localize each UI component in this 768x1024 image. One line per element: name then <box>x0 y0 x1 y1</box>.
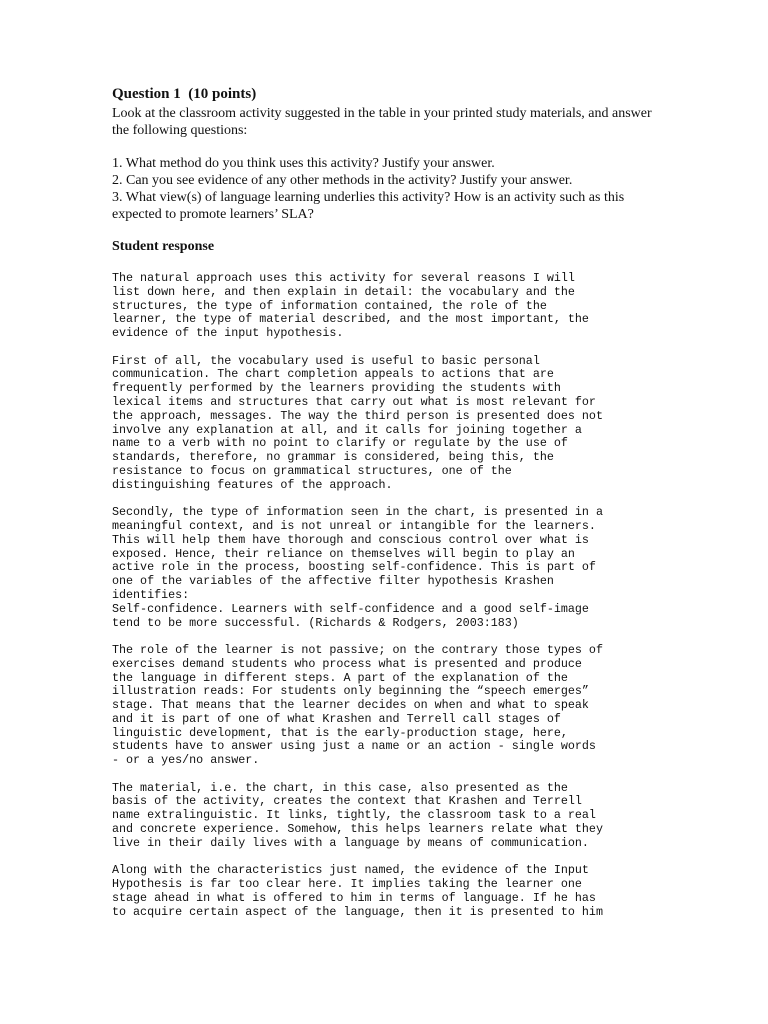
response-body <box>112 272 672 933</box>
response-paragraph: The natural approach uses this activity for several reasons I will list down here, and then explain in detail: the vocabulary and the structures, the type of information contained, the role of the learner, the type of material described, and the most important, the evidence of the input hypothesis. <box>112 271 589 341</box>
question-list <box>112 155 672 223</box>
question-title: Question 1 (10 points) <box>112 86 257 102</box>
question-item-2: 2. Can you see evidence of any other methods in the activity? Justify your answer. <box>112 173 573 188</box>
response-paragraph: The role of the learner is not passive; on the contrary those types of exercises demand students who process what is presented and produce the language in different steps. A part of the explanation of the illustration reads: For students only beginning the “speech emerges” stage. That means that the learner decides on when and what to speak and it is part of one of what Krashen and Terrell call stages of linguistic development, that is the early-production stage, here, students have to answer using just a name or an action - single words - or a yes/no answer. <box>112 642 603 768</box>
response-heading: Student response <box>112 239 215 254</box>
question-item-1: 1. What method do you think uses this activity? Justify your answer. <box>112 156 495 171</box>
question-item-3: 3. What view(s) of language learning underlies this activity? How is an activity such as this expected to promote learners’ SLA? <box>112 190 625 222</box>
response-paragraph: Along with the characteristics just named, the evidence of the Input Hypothesis is far too clear here. It implies taking the learner one stage ahead in what is offered to him in terms of language. If he has to acquire certain aspect of the language, then it is presented to him <box>112 863 603 919</box>
response-paragraph: First of all, the vocabulary used is useful to basic personal communication. The chart completion appeals to actions that are frequently performed by the learners providing the students with lexical items and structures that carry out what is most relevant for the approach, messages. The way the third person is presented does not involve any explanation at all, and it calls for joining together a name to a verb with no point to clarify or regulate by the use of standards, therefore, no grammar is considered, being this, the resistance to focus on grammatical structures, one of the distinguishing features of the approach. <box>112 353 603 492</box>
response-paragraph: The material, i.e. the chart, in this case, also presented as the basis of the activity, creates the context that Krashen and Terrell name extralinguistic. It links, tightly, the classroom task to a real and concrete experience. Somehow, this helps learners relate what they live in their daily lives with a language by means of communication. <box>112 780 603 850</box>
question-intro: Look at the classroom activity suggested in the table in your printed study materials, and answer the following questions: <box>112 106 652 138</box>
response-paragraph: Secondly, the type of information seen in the chart, is presented in a meaningful context, and is not unreal or intangible for the learners. This will help them have thorough and conscious control over what is exposed. Hence, their reliance on themselves will begin to play an active role in the process, boosting self-confidence. This is part of one of the variables of the affective filter hypothesis Krashen identifies: Self-confidence. Learners with self-confidence and a good self-image tend to be more successful. (Richards & Rodgers, 2003:183) <box>112 505 603 630</box>
